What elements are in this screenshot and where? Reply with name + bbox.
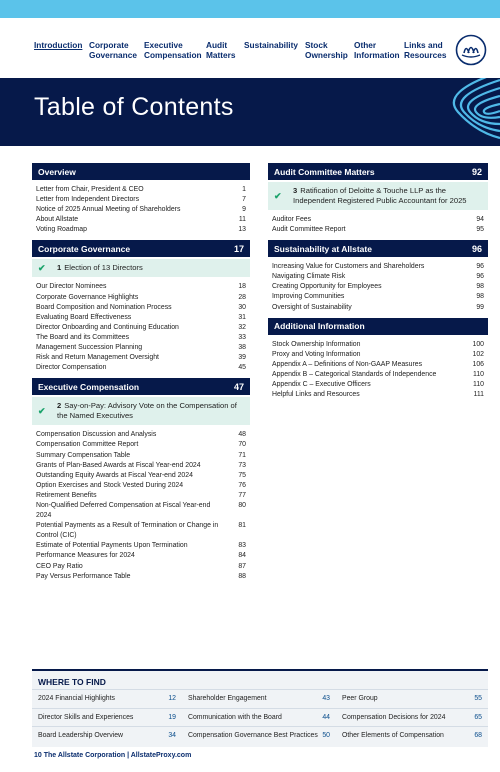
toc-entry-title: About Allstate: [36, 216, 79, 224]
where-entry[interactable]: [182, 726, 336, 745]
toc-entry-title: Audit Committee Report: [272, 226, 346, 234]
toc-entry[interactable]: [36, 343, 246, 353]
nav-stock-ownership[interactable]: Stock Ownership: [305, 40, 348, 61]
corp-gov-title: Corporate Governance: [38, 243, 131, 254]
section-nav: [34, 40, 452, 60]
toc-entry[interactable]: [36, 333, 246, 343]
proposal-2-box[interactable]: [32, 397, 250, 425]
toc-entry-page: 110: [473, 370, 484, 378]
toc-entry-title: Corporate Governance Highlights: [36, 293, 139, 301]
toc-entry-title: Board Composition and Nomination Process: [36, 303, 172, 311]
toc-entry[interactable]: [272, 350, 484, 360]
toc-entry-page: 77: [238, 491, 246, 499]
corp-gov-list: [32, 277, 250, 378]
toc-entry-page: 30: [238, 303, 246, 311]
toc-entry-title: Potential Payments as a Result of Termination or Change in Control (CIC): [36, 522, 219, 540]
page-title: Table of Contents: [34, 93, 234, 121]
toc-entry-page: 9: [242, 206, 246, 214]
toc-entry-page: 94: [476, 216, 484, 223]
toc-entry[interactable]: [36, 491, 246, 501]
toc-entry[interactable]: [36, 205, 246, 215]
toc-entry[interactable]: [36, 572, 246, 582]
proposal-number: 1: [57, 263, 62, 273]
toc-entry-title: Oversight of Sustainability: [272, 303, 352, 311]
exec-comp-title: Executive Compensation: [38, 381, 140, 392]
where-to-find-title: WHERE TO FIND: [38, 677, 106, 687]
where-to-find-box: [32, 669, 488, 747]
where-entry[interactable]: [336, 708, 488, 727]
title-banner: [0, 78, 500, 146]
toc-entry[interactable]: [36, 303, 246, 313]
toc-entry-title: Our Director Nominees: [36, 283, 107, 291]
toc-entry-title: Increasing Value for Customers and Shareholders: [272, 263, 425, 271]
toc-entry[interactable]: [36, 461, 246, 471]
toc-entry-page: 70: [238, 441, 246, 449]
corp-gov-header: [32, 240, 250, 257]
additional-title: Additional Information: [274, 321, 365, 332]
wave-lines-decoration: [420, 78, 500, 146]
toc-entry[interactable]: [36, 430, 246, 440]
toc-entry-page: 100: [472, 340, 484, 348]
audit-title: Audit Committee Matters: [274, 166, 375, 177]
toc-entry[interactable]: [272, 303, 484, 313]
where-entry-title: Shareholder Engagement: [188, 695, 267, 702]
toc-entry-page: 96: [476, 273, 484, 281]
toc-entry-page: 88: [238, 572, 246, 580]
toc-entry-page: 32: [238, 323, 246, 331]
toc-entry-title: Outstanding Equity Awards at Fiscal Year-end 2024: [36, 471, 193, 479]
toc-entry-page: 71: [238, 451, 246, 459]
proposal-number: 2: [57, 401, 62, 411]
page-footer: 10 The Allstate Corporation | AllstateProxy.com: [34, 752, 192, 759]
toc-entry-page: 102: [472, 350, 484, 358]
where-entry[interactable]: [32, 726, 182, 745]
toc-entry-page: 99: [476, 303, 484, 311]
overview-header: [32, 163, 250, 180]
where-entry-page: 12: [168, 695, 176, 702]
toc-entry[interactable]: [36, 323, 246, 333]
proposal-text: Ratification of Deloitte & Touche LLP as the Independent Registered Public Accountant for 2025: [293, 186, 467, 205]
toc-entry-page: 80: [238, 501, 246, 509]
toc-entry-title: Compensation Committee Report: [36, 441, 139, 449]
toc-entry[interactable]: [272, 380, 484, 390]
toc-entry[interactable]: [36, 215, 246, 225]
toc-entry-page: 110: [473, 381, 484, 389]
toc-entry[interactable]: [36, 282, 246, 292]
toc-entry-title: Evaluating Board Effectiveness: [36, 313, 132, 321]
toc-entry-page: 95: [476, 226, 484, 234]
toc-entry[interactable]: [36, 313, 246, 323]
toc-entry-title: Appendix B – Categorical Standards of Independence: [272, 370, 437, 378]
audit-page: 92: [471, 166, 482, 177]
toc-entry-page: 84: [238, 552, 246, 560]
sustain-list: [268, 257, 488, 317]
proposal-number: 3: [293, 186, 298, 195]
checkmark-icon: ✔: [38, 406, 46, 417]
toc-entry[interactable]: [272, 215, 484, 225]
where-entry-page: 68: [474, 732, 482, 739]
toc-entry-page: 73: [238, 461, 246, 469]
toc-entry[interactable]: [272, 360, 484, 370]
toc-entry-page: 28: [238, 293, 246, 301]
toc-entry-title: Option Exercises and Stock Vested During 2024: [36, 481, 184, 489]
right-column: [268, 163, 488, 405]
nav-audit-matters[interactable]: Audit Matters: [206, 40, 236, 61]
toc-entry[interactable]: [272, 340, 484, 350]
where-entry[interactable]: [182, 708, 336, 727]
audit-list: [268, 210, 488, 240]
toc-entry-title: Letter from Chair, President & CEO: [36, 186, 144, 193]
toc-entry[interactable]: [272, 272, 484, 282]
toc-entry-page: 38: [238, 344, 246, 352]
toc-entry[interactable]: [36, 185, 246, 195]
toc-entry[interactable]: [272, 292, 484, 302]
toc-entry-page: 1: [242, 186, 246, 193]
toc-entry-title: Grants of Plan-Based Awards at Fiscal Year-end 2024: [36, 461, 201, 469]
where-entry[interactable]: [182, 689, 336, 708]
where-entry-title: Communication with the Board: [188, 713, 282, 721]
toc-entry-title: Management Succession Planning: [36, 344, 143, 352]
exec-comp-page: 47: [233, 381, 244, 392]
toc-entry-page: 13: [238, 226, 246, 234]
where-entry-page: 34: [168, 732, 176, 739]
toc-entry[interactable]: [36, 353, 246, 363]
where-entry-title: Compensation Decisions for 2024: [342, 713, 446, 721]
toc-entry[interactable]: [36, 195, 246, 205]
proposal-text: Say-on-Pay: Advisory Vote on the Compensation of the Named Executives: [57, 401, 237, 421]
nav-executive-compensation[interactable]: Executive Compensation: [144, 40, 202, 61]
nav-sustainability[interactable]: Sustainability: [244, 40, 298, 50]
toc-entry-page: 7: [242, 196, 246, 204]
toc-entry[interactable]: [272, 282, 484, 292]
toc-entry-title: Navigating Climate Risk: [272, 273, 346, 281]
sustain-title: Sustainability at Allstate: [274, 243, 372, 254]
where-entry-title: Director Skills and Experiences: [38, 713, 134, 721]
audit-header: [268, 163, 488, 180]
toc-entry-title: Proxy and Voting Information: [272, 350, 361, 358]
toc-entry-title: Retirement Benefits: [36, 491, 97, 499]
toc-entry[interactable]: [36, 293, 246, 303]
toc-entry[interactable]: [36, 225, 246, 235]
toc-entry[interactable]: [272, 390, 484, 400]
toc-entry-page: 76: [238, 481, 246, 489]
toc-entry[interactable]: [36, 562, 246, 572]
toc-entry-page: 45: [238, 364, 246, 372]
where-entry-page: 44: [322, 713, 330, 721]
toc-entry-title: The Board and its Committees: [36, 333, 130, 341]
left-column: [32, 163, 250, 587]
sustain-page: 96: [471, 243, 482, 254]
corp-gov-page: 17: [233, 243, 244, 254]
toc-entry[interactable]: [272, 262, 484, 272]
where-entry-page: 50: [322, 732, 330, 739]
toc-entry[interactable]: [36, 363, 246, 373]
where-entry-page: 55: [474, 695, 482, 702]
top-accent-bar: [0, 0, 500, 18]
toc-entry-page: 39: [238, 354, 246, 362]
toc-entry-title: Estimate of Potential Payments Upon Termination: [36, 542, 188, 550]
where-entry[interactable]: [336, 726, 488, 745]
toc-entry-page: 11: [238, 216, 246, 224]
toc-entry-title: Risk and Return Management Oversight: [36, 354, 159, 362]
where-entry-page: 43: [322, 695, 330, 702]
toc-entry-title: Appendix A – Definitions of Non-GAAP Measures: [272, 360, 423, 368]
where-entry-title: Peer Group: [342, 695, 378, 702]
toc-entry-title: Improving Communities: [272, 293, 345, 301]
toc-entry-page: 33: [238, 333, 246, 341]
toc-entry-title: Performance Measures for 2024: [36, 552, 135, 560]
allstate-logo-icon: [455, 34, 487, 66]
exec-comp-list: [32, 425, 250, 586]
nav-links-resources[interactable]: Links and Resources: [404, 40, 447, 61]
toc-entry-title: Notice of 2025 Annual Meeting of Shareholders: [36, 206, 181, 214]
toc-entry[interactable]: [272, 370, 484, 380]
toc-entry[interactable]: [36, 501, 246, 521]
toc-entry-title: CEO Pay Ratio: [36, 562, 83, 570]
toc-entry-page: 98: [476, 283, 484, 291]
toc-entry-page: 106: [472, 360, 484, 368]
where-entry-title: 2024 Financial Highlights: [38, 695, 115, 702]
toc-entry[interactable]: [36, 471, 246, 481]
toc-entry-page: 83: [238, 542, 246, 550]
sustain-header: [268, 240, 488, 257]
toc-entry[interactable]: [272, 225, 484, 235]
where-entry-title: Board Leadership Overview: [38, 732, 124, 739]
where-entry-title: Other Elements of Compensation: [342, 732, 444, 739]
toc-entry-title: Director Onboarding and Continuing Education: [36, 323, 179, 331]
toc-entry-title: Voting Roadmap: [36, 226, 87, 234]
proposal-text: Election of 13 Directors: [64, 263, 143, 273]
toc-entry-title: Pay Versus Performance Table: [36, 572, 131, 580]
toc-entry-title: Non-Qualified Deferred Compensation at Fiscal Year-end 2024: [36, 501, 211, 520]
toc-entry-title: Compensation Discussion and Analysis: [36, 431, 157, 439]
toc-entry-page: 81: [238, 522, 246, 530]
where-to-find-grid: [32, 689, 488, 747]
toc-entry-page: 48: [238, 431, 246, 439]
where-entry[interactable]: [336, 689, 488, 708]
where-entry[interactable]: [32, 708, 182, 727]
nav-introduction[interactable]: Introduction: [34, 40, 83, 50]
toc-entry[interactable]: [36, 481, 246, 491]
where-entry-page: 65: [474, 713, 482, 721]
where-entry[interactable]: [32, 689, 182, 708]
toc-entry-page: 18: [238, 283, 246, 291]
toc-entry-title: Letter from Independent Directors: [36, 196, 140, 204]
where-entry-page: 19: [168, 713, 176, 721]
toc-entry-page: 75: [238, 471, 246, 479]
toc-entry-page: 111: [473, 391, 484, 399]
overview-title: Overview: [38, 166, 76, 177]
toc-entry[interactable]: [36, 440, 246, 450]
nav-corporate-governance[interactable]: Corporate Governance: [89, 40, 137, 61]
nav-other-information[interactable]: Other Information: [354, 40, 400, 61]
toc-entry-title: Creating Opportunity for Employees: [272, 283, 382, 291]
toc-entry[interactable]: [36, 451, 246, 461]
toc-entry-title: Director Compensation: [36, 364, 107, 372]
toc-entry[interactable]: [36, 521, 246, 541]
additional-header: [268, 318, 488, 335]
toc-entry-page: 96: [476, 263, 484, 271]
toc-entry-page: 87: [238, 562, 246, 570]
toc-entry-title: Summary Compensation Table: [36, 451, 131, 459]
overview-list: [32, 180, 250, 240]
checkmark-icon: ✔: [38, 263, 46, 274]
toc-entry[interactable]: [36, 541, 246, 551]
toc-entry-title: Appendix C – Executive Officers: [272, 381, 371, 389]
exec-comp-header: [32, 378, 250, 395]
toc-entry-page: 98: [476, 293, 484, 301]
proposal-1-box[interactable]: [32, 259, 250, 277]
toc-entry-title: Helpful Links and Resources: [272, 391, 360, 399]
checkmark-icon: ✔: [274, 191, 282, 201]
where-entry-title: Compensation Governance Best Practices: [188, 732, 318, 739]
proposal-3-box[interactable]: [268, 182, 488, 210]
toc-entry-title: Stock Ownership Information: [272, 340, 361, 348]
toc-entry-page: 31: [238, 313, 246, 321]
toc-entry-title: Auditor Fees: [272, 216, 312, 223]
toc-entry[interactable]: [36, 551, 246, 561]
additional-list: [268, 335, 488, 406]
